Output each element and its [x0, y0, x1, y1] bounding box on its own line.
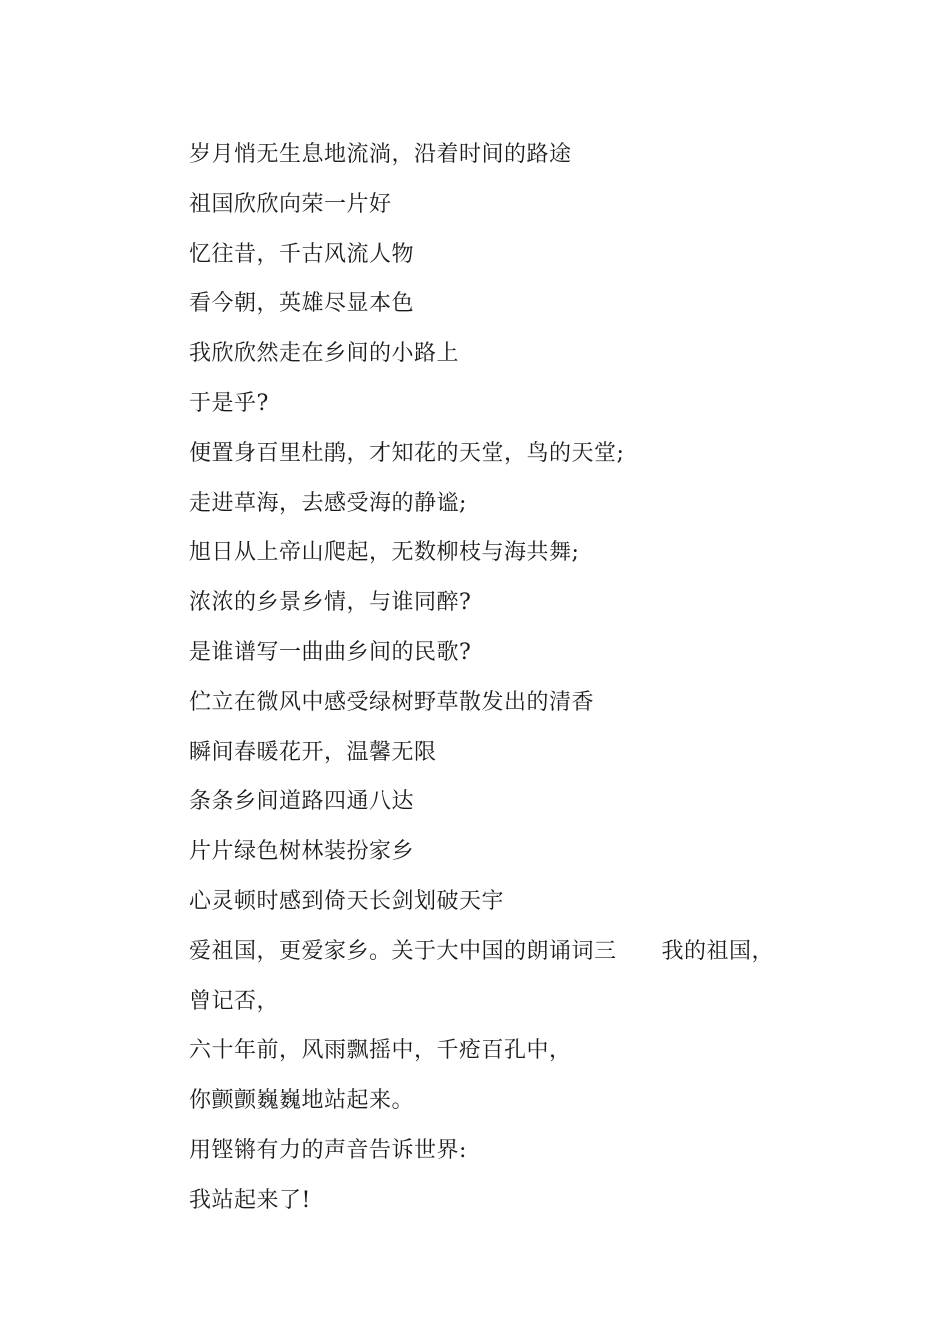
text-line: 我欣欣然走在乡间的小路上	[189, 341, 460, 367]
text-line: 祖国欣欣向荣一片好	[189, 191, 392, 217]
text-line: 浓浓的乡景乡情，与谁同醉?	[189, 590, 472, 616]
text-line: 岁月悄无生息地流淌，沿着时间的路途	[189, 142, 572, 167]
text-line: 看今朝，英雄尽显本色	[189, 291, 415, 317]
text-line: 忆往昔，千古风流人物	[189, 241, 415, 267]
text-line: 便置身百里杜鹃，才知花的天堂，鸟的天堂;	[189, 440, 625, 466]
poem-text	[189, 130, 829, 1226]
text-line: 条条乡间道路四通八达	[189, 789, 415, 815]
text-line: 伫立在微风中感受绿树野草散发出的清香	[189, 689, 595, 715]
text-line: 你颤颤巍巍地站起来。	[189, 1088, 415, 1114]
text-line: 瞬间春暖花开，温馨无限	[189, 739, 437, 765]
text-line: 六十年前，风雨飘摇中，千疮百孔中，	[189, 1038, 572, 1064]
text-line: 片片绿色树林装扮家乡	[189, 839, 415, 865]
text-line: 我站起来了!	[189, 1187, 311, 1213]
text-line: 是谁谱写一曲曲乡间的民歌?	[189, 639, 472, 665]
text-line: 爱祖国，更爱家乡。关于大中国的朗诵词三 我的祖国，	[189, 938, 774, 964]
text-line: 曾记否，	[189, 988, 280, 1014]
text-line: 旭日从上帝山爬起，无数柳枝与海共舞;	[189, 540, 580, 566]
text-line: 于是乎?	[189, 390, 269, 416]
text-line: 用铿锵有力的声音告诉世界:	[189, 1137, 467, 1163]
text-line: 心灵顿时感到倚天长剑划破天宇	[189, 888, 505, 914]
text-line: 走进草海，去感受海的静谧;	[189, 490, 467, 516]
